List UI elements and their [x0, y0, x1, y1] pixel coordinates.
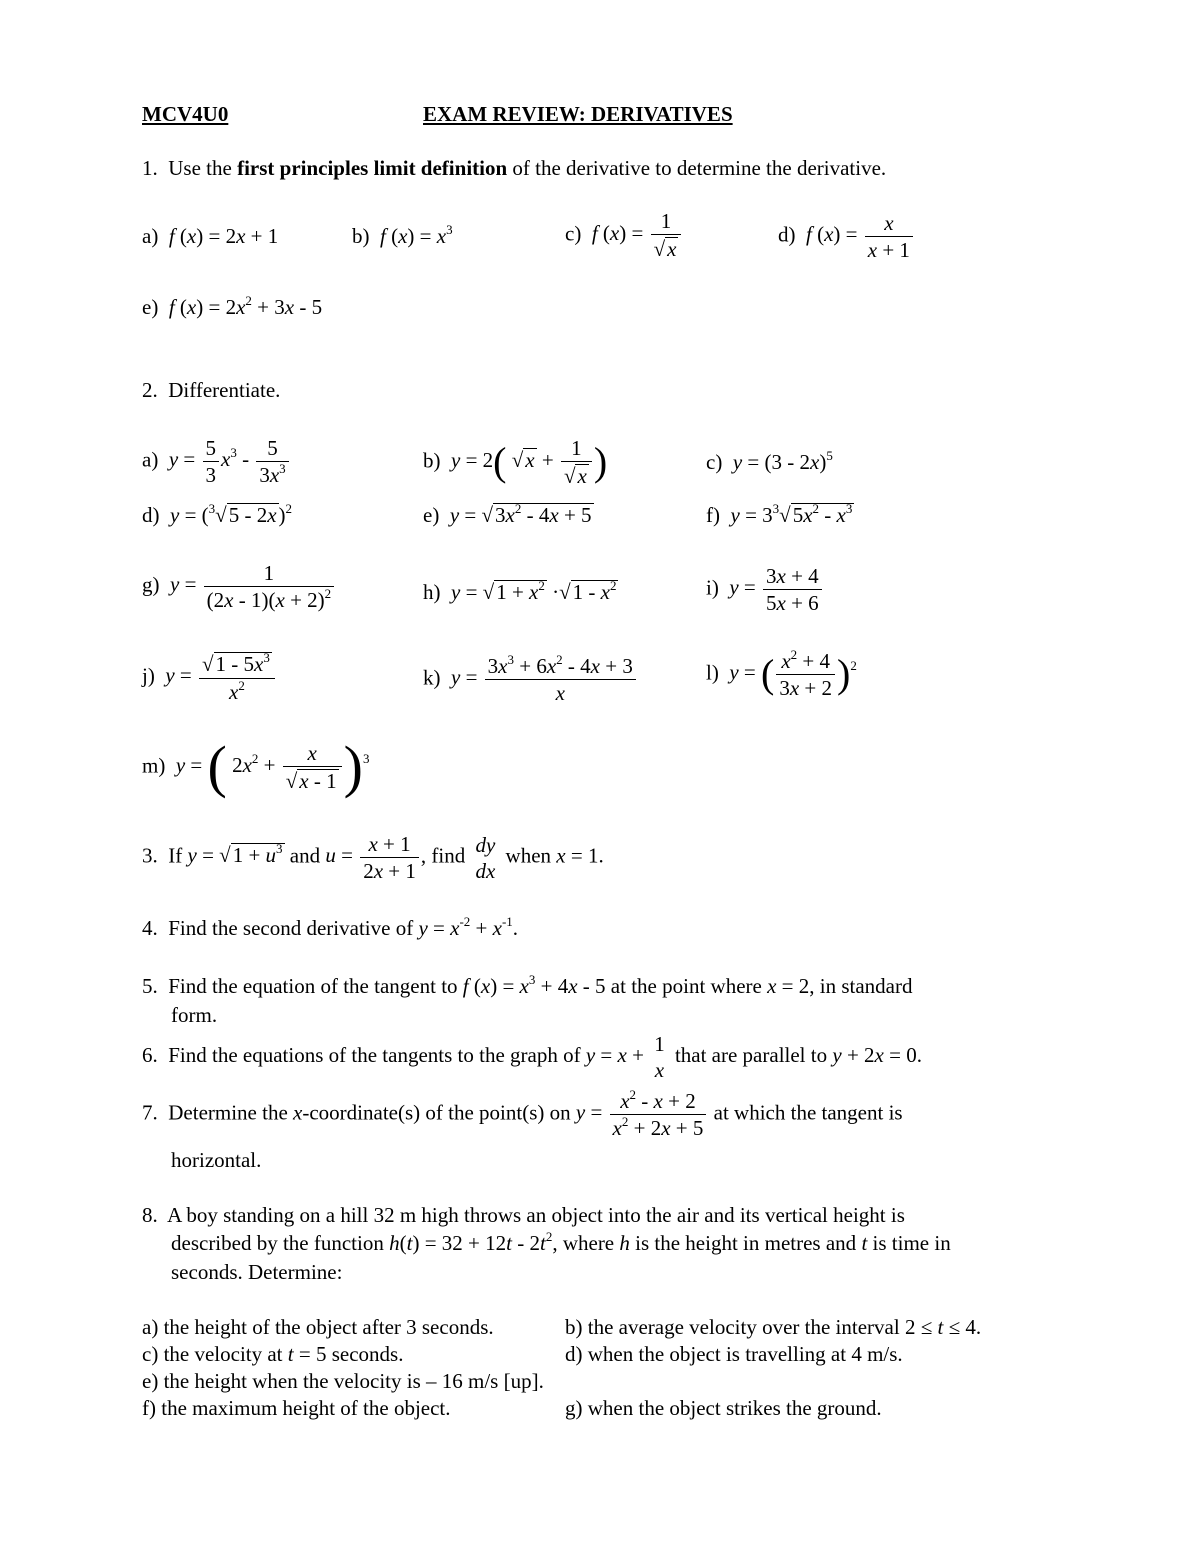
page-title: EXAM REVIEW: DERIVATIVES	[423, 102, 733, 126]
q1b: b) f $(x) = x^3$	[352, 222, 453, 248]
q2h: h) $y = √1 + x^2 \cdot√1 - x^2$	[423, 578, 617, 604]
q2a: a) y = $\frac{5}{3}$ $x^3$ - $\frac{5}{3x^3}$	[142, 437, 291, 486]
q8-line2: described by the function $h(t) = 32 + 12t - 2t^2$, where h is the height in metres and t is time in	[171, 1229, 951, 1255]
q8c: c) the velocity at t = 5 seconds.	[142, 1342, 404, 1366]
q2l: l) y = ( $\frac{x^2 + 4}{3x + 2}$ )$^2$	[706, 647, 857, 701]
q2d: d) y = ($^3$√5 - 2x)$^2$	[142, 501, 293, 527]
q1e: e) f $(x) = 2x^2 + 3x - 5$	[142, 293, 323, 319]
q8-line1: 8. A boy standing on a hill 32 m high throws an object into the air and its vertical height is	[142, 1203, 905, 1227]
q7-text-line2: horizontal.	[171, 1148, 262, 1172]
q8-line3: seconds. Determine:	[171, 1260, 343, 1284]
q3-text: 3. If $y = √1 + u^3$ and u = $\frac{x + 1}{2x + 1}$ , find dy dx when x = 1.	[142, 832, 604, 884]
q1c: c) f (x) = $\frac{1}{√x}$	[565, 210, 683, 261]
q5-text-line2: form.	[171, 1003, 218, 1027]
q2-text: 2. Differentiate.	[142, 378, 281, 402]
q2k: k) y = $\frac{3x^3 + 6x^2 - 4x + 3}{x}$	[423, 655, 638, 704]
q1a: a) f (x) = 2x + 1	[142, 224, 279, 248]
q2g: g) y = $\frac{1}{(2x - 1)(x + 2)^2}$	[142, 562, 336, 611]
q8a: a) the height of the object after 3 seconds.	[142, 1315, 494, 1339]
q8f: f) the maximum height of the object.	[142, 1396, 451, 1420]
q2b: b) y = 2( √x + $\frac{1}{√x}$ )	[423, 436, 608, 489]
q8b: b) the average velocity over the interval 2 ≤ t ≤ 4.	[565, 1315, 982, 1339]
q2i: i) y = $\frac{3x + 4}{5x + 6}$	[706, 565, 824, 614]
q8d: d) when the object is travelling at 4 m/s.	[565, 1342, 903, 1366]
q6-text: 6. Find the equations of the tangents to the graph of y = x + 1 x that are parallel to y + 2x = 0.	[142, 1032, 922, 1083]
q8e: e) the height when the velocity is – 16 m/s [up].	[142, 1369, 544, 1393]
q2e: e) $y = √3x^2 - 4x + 5$	[423, 501, 592, 527]
q2m: m) y = ( $2x^2$ + $\frac{x}{√x - 1}$ )$^3$	[142, 734, 370, 800]
q2j: j) y = $\frac{√1 - 5x^3}{x^2}$	[142, 652, 277, 703]
q2c: c) y = (3 - 2x)$^5$	[706, 448, 833, 474]
course-code: MCV4U0	[142, 102, 229, 126]
q1d: d) f (x) = $\frac{x}{x + 1}$	[778, 212, 915, 261]
q1-text: 1. Use the first principles limit definition of the derivative to determine the derivative.	[142, 156, 887, 180]
q7-text: 7. Determine the x-coordinate(s) of the point(s) on y = $\frac{x^2 - x + 2}{x^2 + 2x + 5}$ at which the tangent is	[142, 1087, 903, 1141]
q2f: f) $y = 3^3√5x^2 - x^3$	[706, 501, 853, 527]
q4-text: 4. Find the second derivative of $y = x^{-2} + x^{-1}$.	[142, 914, 519, 940]
q8g: g) when the object strikes the ground.	[565, 1396, 882, 1420]
q5-text: 5. Find the equation of the tangent to f $(x) = x^3 + 4x - 5$ at the point where x = 2, in standard	[142, 972, 913, 998]
